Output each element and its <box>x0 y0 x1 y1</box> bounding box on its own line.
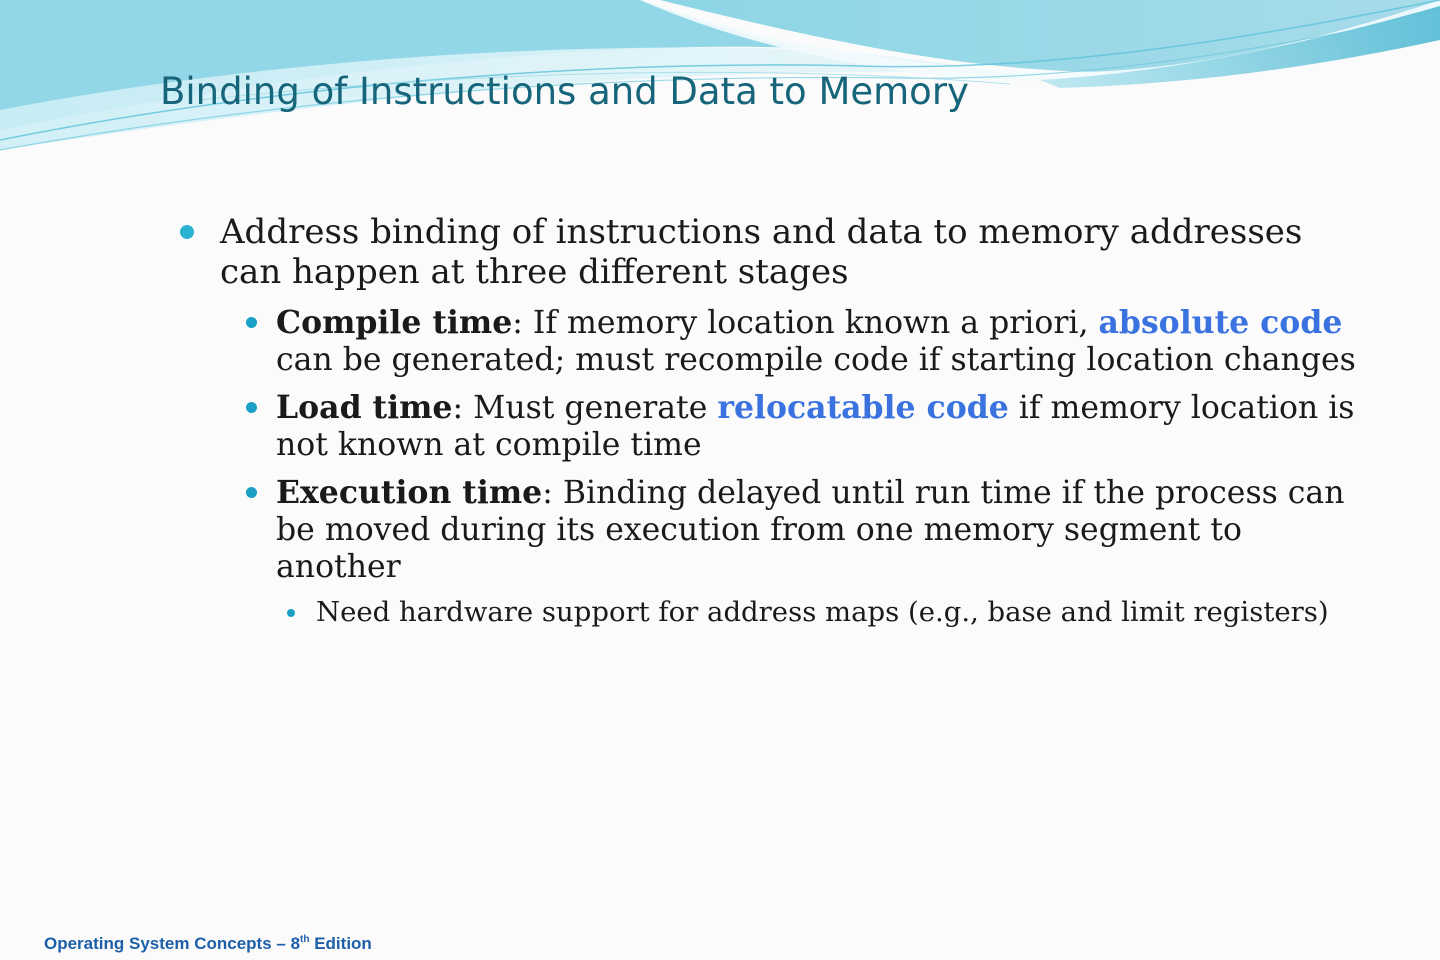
footer-superscript: th <box>300 934 310 945</box>
bullet-dot-icon <box>246 317 257 328</box>
footer-book-title <box>44 934 372 954</box>
term-label: Compile time <box>276 304 513 341</box>
highlighted-term: relocatable code <box>717 389 1009 426</box>
bullet-text: If memory location known a priori, <box>532 305 1099 341</box>
highlighted-term: absolute code <box>1098 304 1343 341</box>
bullet-dot-icon <box>246 402 257 413</box>
bullet-text: can be generated; must recompile code if starting location changes <box>276 342 1356 378</box>
bullet-text: if memory location is not known at compile time <box>276 390 1355 463</box>
term-label: Execution time <box>276 474 543 511</box>
bullet-text: Need hardware support for address maps (e.g., base and limit registers) <box>316 596 1329 628</box>
slide-content <box>180 212 1360 629</box>
footer-prefix: Operating System Concepts – 8 <box>44 934 301 953</box>
bullet-execution-time <box>180 474 1360 586</box>
bullet-text: Binding delayed until run time if the process can be moved during its execution from one memory segment to another <box>276 475 1345 585</box>
bullet-compile-time <box>180 304 1360 379</box>
sub-bullet-hardware-support <box>180 596 1360 629</box>
bullet-load-time <box>180 389 1360 464</box>
term-separator: : <box>452 390 474 426</box>
bullet-text: Address binding of instructions and data to memory addresses can happen at three different stages <box>220 212 1303 292</box>
slide-title: Binding of Instructions and Data to Memory <box>160 70 969 113</box>
bullet-text: Must generate <box>473 390 718 426</box>
bullet-dot-icon <box>287 609 295 617</box>
footer-suffix: Edition <box>309 934 372 953</box>
bullet-dot-icon <box>246 487 257 498</box>
term-separator: : <box>512 305 533 341</box>
bullet-dot-icon <box>180 225 194 239</box>
bullet-address-binding <box>180 212 1360 292</box>
term-separator: : <box>542 475 563 511</box>
term-label: Load time <box>276 389 453 426</box>
